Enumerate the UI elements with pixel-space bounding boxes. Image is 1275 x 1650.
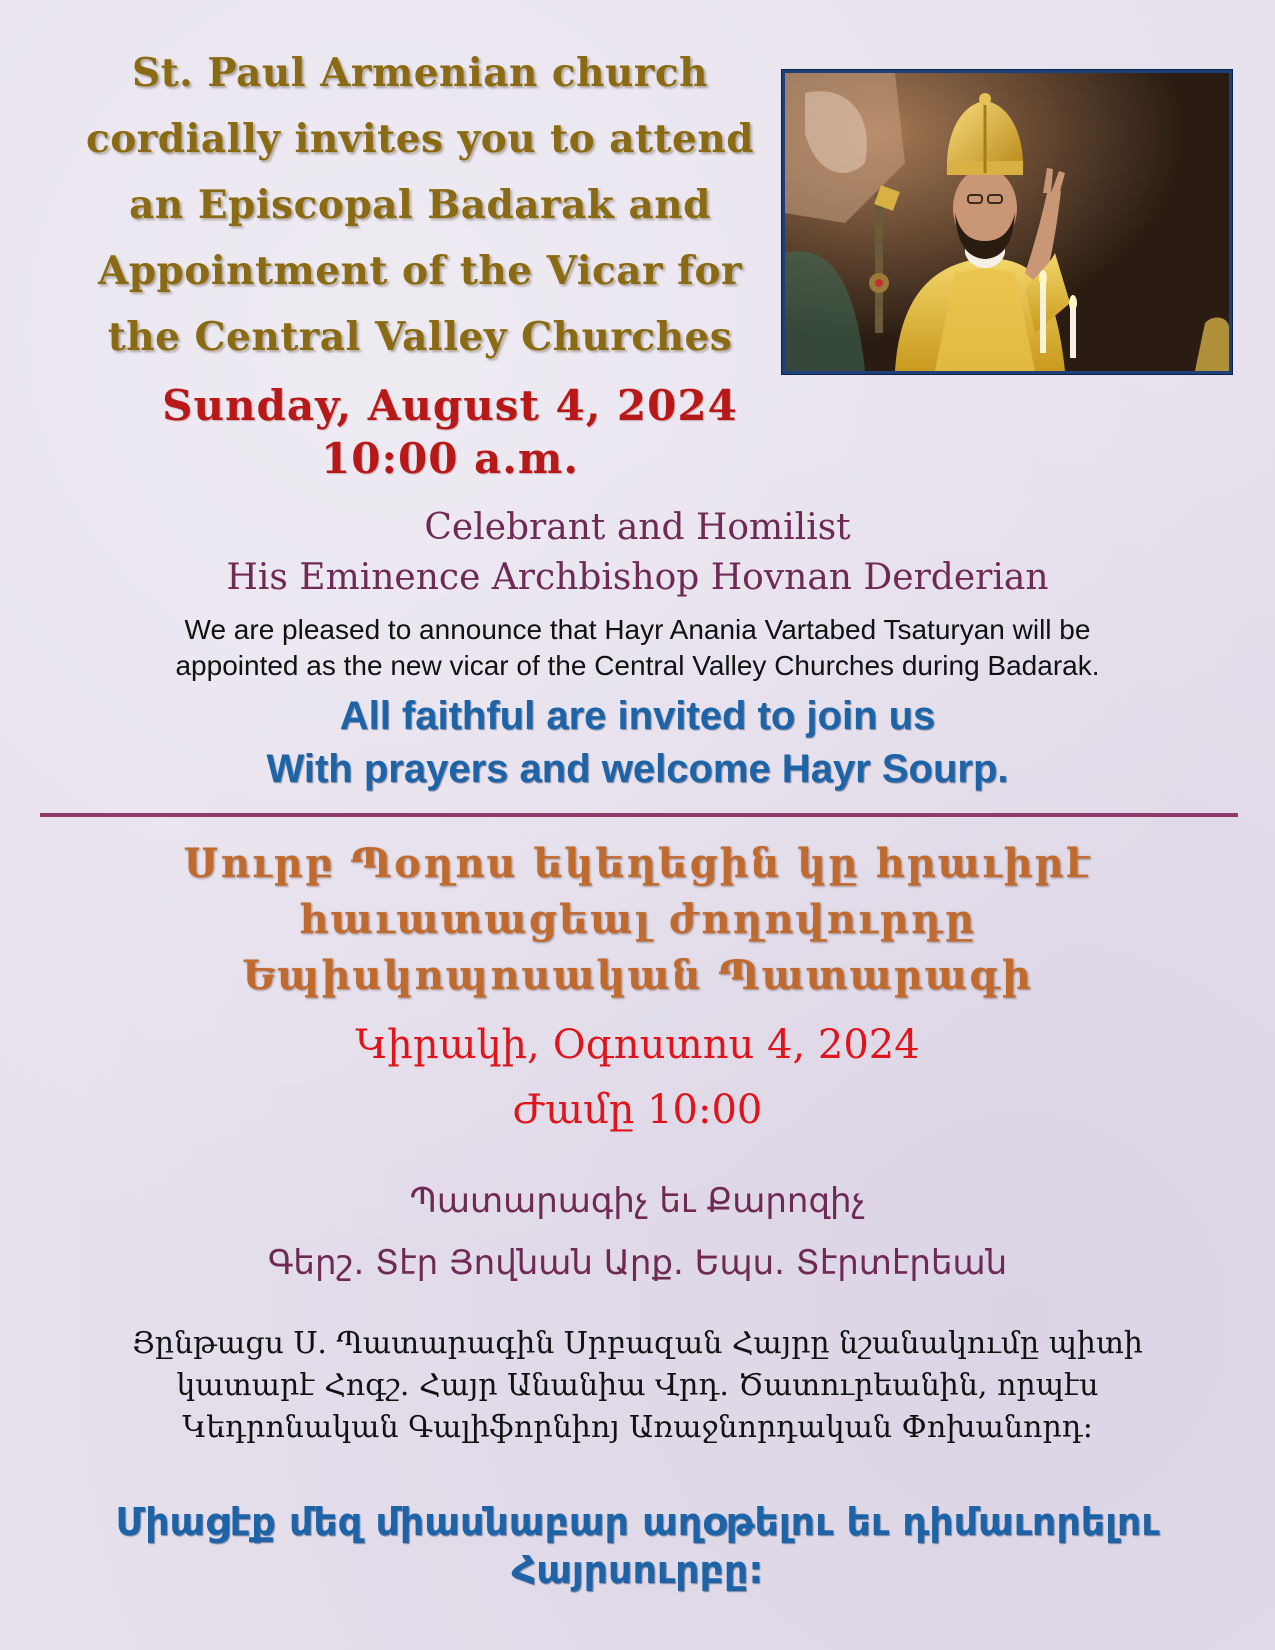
- english-celebrant: [0, 503, 1275, 603]
- bishop-portrait-icon: [785, 73, 1229, 371]
- armenian-celebrant-name: Գերշ. Տէր Յովնան Արք. Եպս. Տէրտէրեան: [267, 1243, 1008, 1283]
- bishop-portrait-image: [782, 70, 1232, 374]
- announcement-line: appointed as the new vicar of the Central Valley Churches during Badarak.: [175, 650, 1100, 681]
- armenian-title-line: Եպիսկոպոսական Պատարագի: [242, 952, 1033, 999]
- english-title-line: an Episcopal Badarak and: [129, 182, 711, 228]
- armenian-invitation-line: Հայրսուրբը:: [511, 1548, 764, 1592]
- armenian-title-line: Սուրբ Պօղոս եկեղեցին կը հրաւիրէ: [183, 840, 1092, 887]
- armenian-time: Ժամը 10:00: [512, 1087, 763, 1133]
- armenian-announcement: [60, 1323, 1215, 1449]
- armenian-celebrant-role: Պատարագիչ եւ Քարոզիչ: [409, 1181, 866, 1221]
- celebrant-name: His Eminence Archbishop Hovnan Derderian: [226, 557, 1049, 598]
- celebrant-role: Celebrant and Homilist: [424, 507, 851, 548]
- english-time: 10:00 a.m.: [321, 434, 579, 483]
- armenian-title: [0, 836, 1275, 1004]
- english-title-line: cordially invites you to attend: [86, 116, 754, 162]
- english-announcement: [40, 612, 1235, 684]
- invitation-line: All faithful are invited to join us: [339, 694, 936, 738]
- section-divider: [40, 813, 1238, 817]
- armenian-announcement-line: Յընթացս Ս. Պատարագին Սրբազան Հայրը նշանակումը պիտի: [132, 1326, 1143, 1361]
- armenian-date: Կիրակի, Օգոստոս 4, 2024: [355, 1022, 920, 1068]
- armenian-title-line: հաւատացեալ ժողովուրդը: [299, 896, 976, 943]
- announcement-line: We are pleased to announce that Hayr Anania Vartabed Tsaturyan will be: [184, 614, 1091, 645]
- english-title-line: the Central Valley Churches: [107, 314, 733, 360]
- english-invitation: [0, 690, 1275, 796]
- armenian-announcement-line: կատարէ Հոգշ. Հայր Անանիա Վրդ. Ծատուրեանին, որպէս: [176, 1368, 1099, 1403]
- armenian-celebrant: [0, 1170, 1275, 1294]
- armenian-invitation: [20, 1498, 1255, 1594]
- armenian-invitation-line: Միացէք մեզ միասնաբար աղօթելու եւ դիմաւորելու: [115, 1500, 1160, 1544]
- english-title: [60, 40, 780, 370]
- english-title-line: St. Paul Armenian church: [132, 50, 708, 96]
- english-date: Sunday, August 4, 2024: [162, 381, 738, 430]
- armenian-announcement-line: Կեդրոնական Գալիֆորնիոյ Առաջնորդական Փոխանորդ:: [182, 1410, 1093, 1445]
- english-title-line: Appointment of the Vicar for: [97, 248, 743, 294]
- invitation-line: With prayers and welcome Hayr Sourp.: [266, 747, 1009, 791]
